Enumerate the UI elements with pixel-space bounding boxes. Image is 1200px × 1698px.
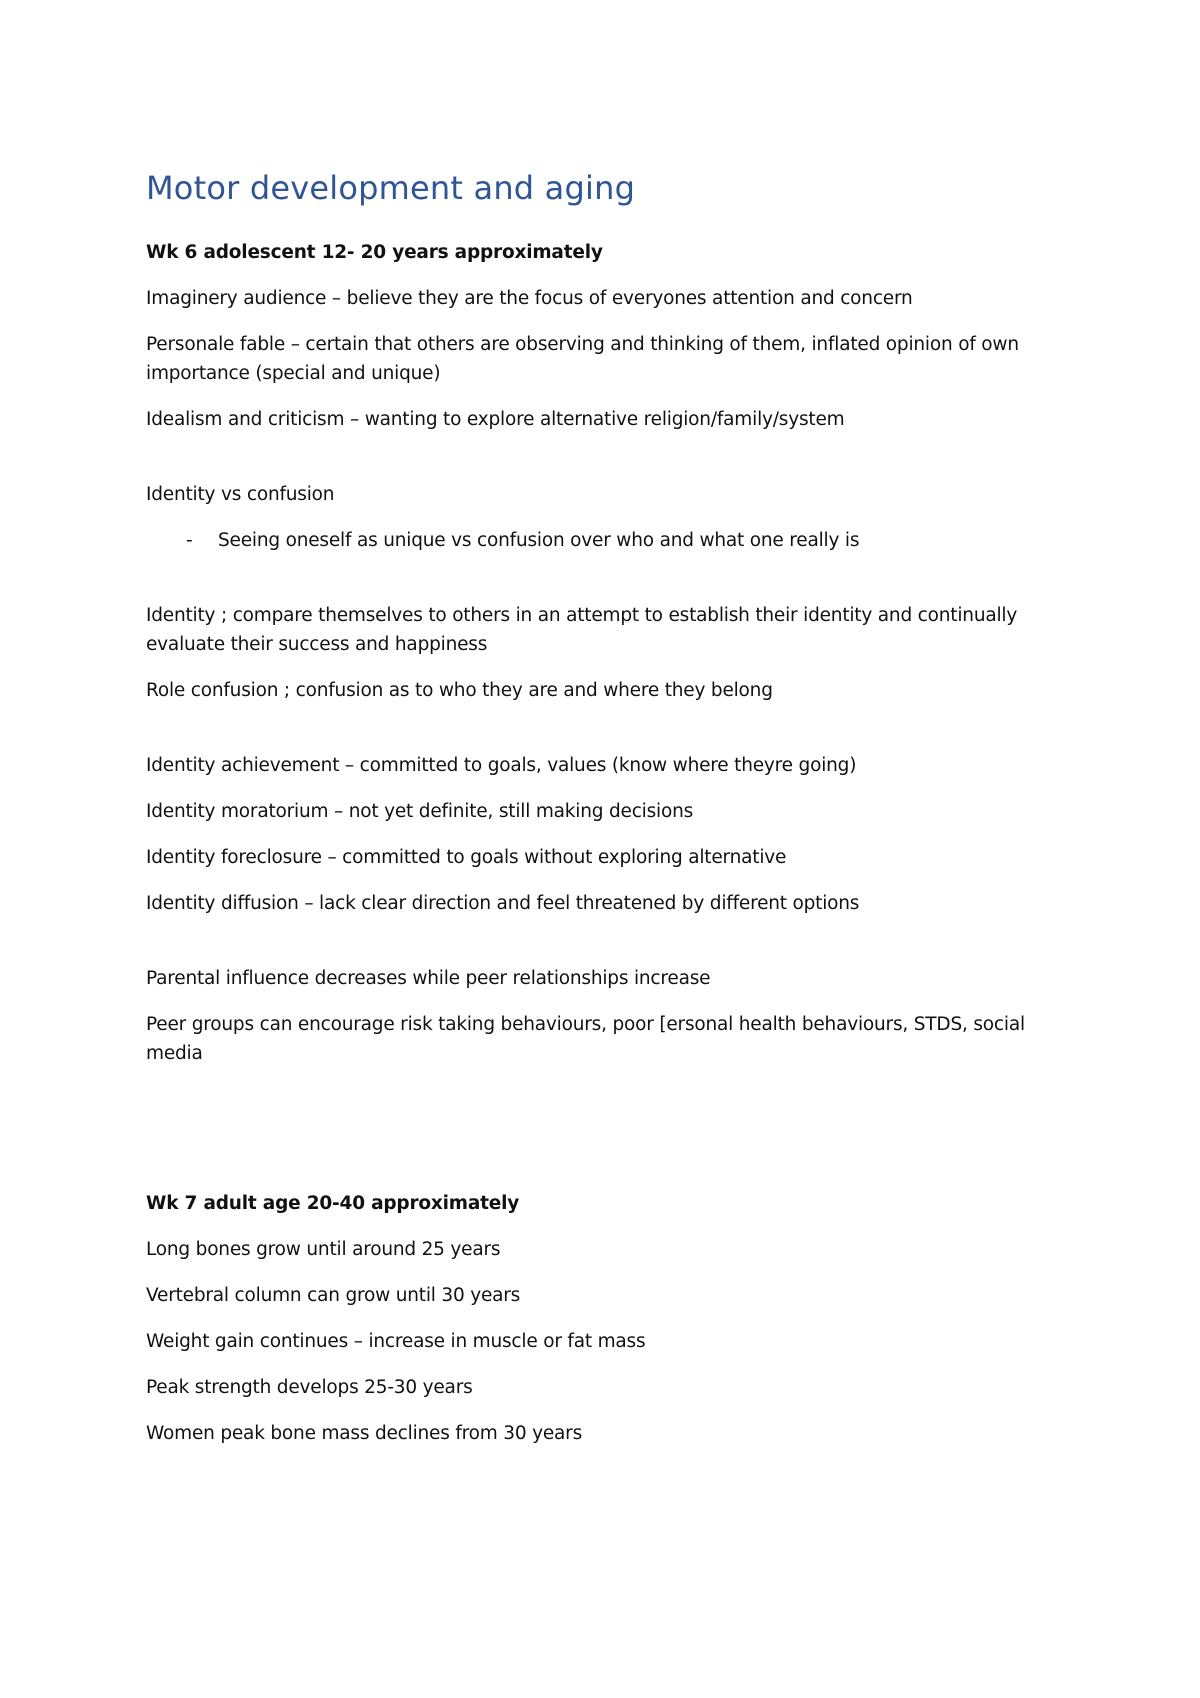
section-heading-wk7: Wk 7 adult age 20-40 approximately	[146, 1193, 520, 1214]
dash-bullet: -	[186, 530, 193, 551]
paragraph: Peer groups can encourage risk taking behaviours, poor [ersonal health behaviours, STDS, social media	[146, 1014, 1025, 1064]
dash-list	[146, 526, 1046, 555]
spacer	[146, 1085, 1046, 1189]
paragraph: Idealism and criticism – wanting to explore alternative religion/family/system	[146, 409, 845, 430]
paragraph: Vertebral column can grow until 30 years	[146, 1285, 521, 1306]
list-item	[146, 526, 1046, 555]
paragraph: Long bones grow until around 25 years	[146, 1239, 501, 1260]
spacer	[146, 935, 1046, 964]
document-title: Motor development and aging	[146, 169, 636, 207]
spacer	[146, 451, 1046, 480]
paragraph: Identity ; compare themselves to others in an attempt to establish their identity and continually evaluate their success and happiness	[146, 605, 1018, 655]
paragraph: Role confusion ; confusion as to who they are and where they belong	[146, 680, 773, 701]
spacer	[146, 722, 1046, 751]
paragraph: Identity foreclosure – committed to goals without exploring alternative	[146, 847, 787, 868]
paragraph: Identity vs confusion	[146, 484, 335, 505]
paragraph: Imaginery audience – believe they are the focus of everyones attention and concern	[146, 288, 913, 309]
section-heading-wk6: Wk 6 adolescent 12- 20 years approximately	[146, 242, 603, 263]
paragraph: Identity achievement – committed to goals, values (know where theyre going)	[146, 755, 857, 776]
paragraph: Personale fable – certain that others are observing and thinking of them, inflated opinion of own importance (special and unique)	[146, 334, 1019, 384]
paragraph: Peak strength develops 25-30 years	[146, 1377, 473, 1398]
paragraph: Parental influence decreases while peer relationships increase	[146, 968, 711, 989]
list-item-text: Seeing oneself as unique vs confusion over who and what one really is	[218, 530, 860, 551]
paragraph: Weight gain continues – increase in muscle or fat mass	[146, 1331, 646, 1352]
paragraph: Women peak bone mass declines from 30 years	[146, 1423, 583, 1444]
spacer	[146, 572, 1046, 601]
paragraph: Identity diffusion – lack clear direction and feel threatened by different options	[146, 893, 860, 914]
document-body	[146, 166, 1046, 1465]
paragraph: Identity moratorium – not yet definite, still making decisions	[146, 801, 694, 822]
